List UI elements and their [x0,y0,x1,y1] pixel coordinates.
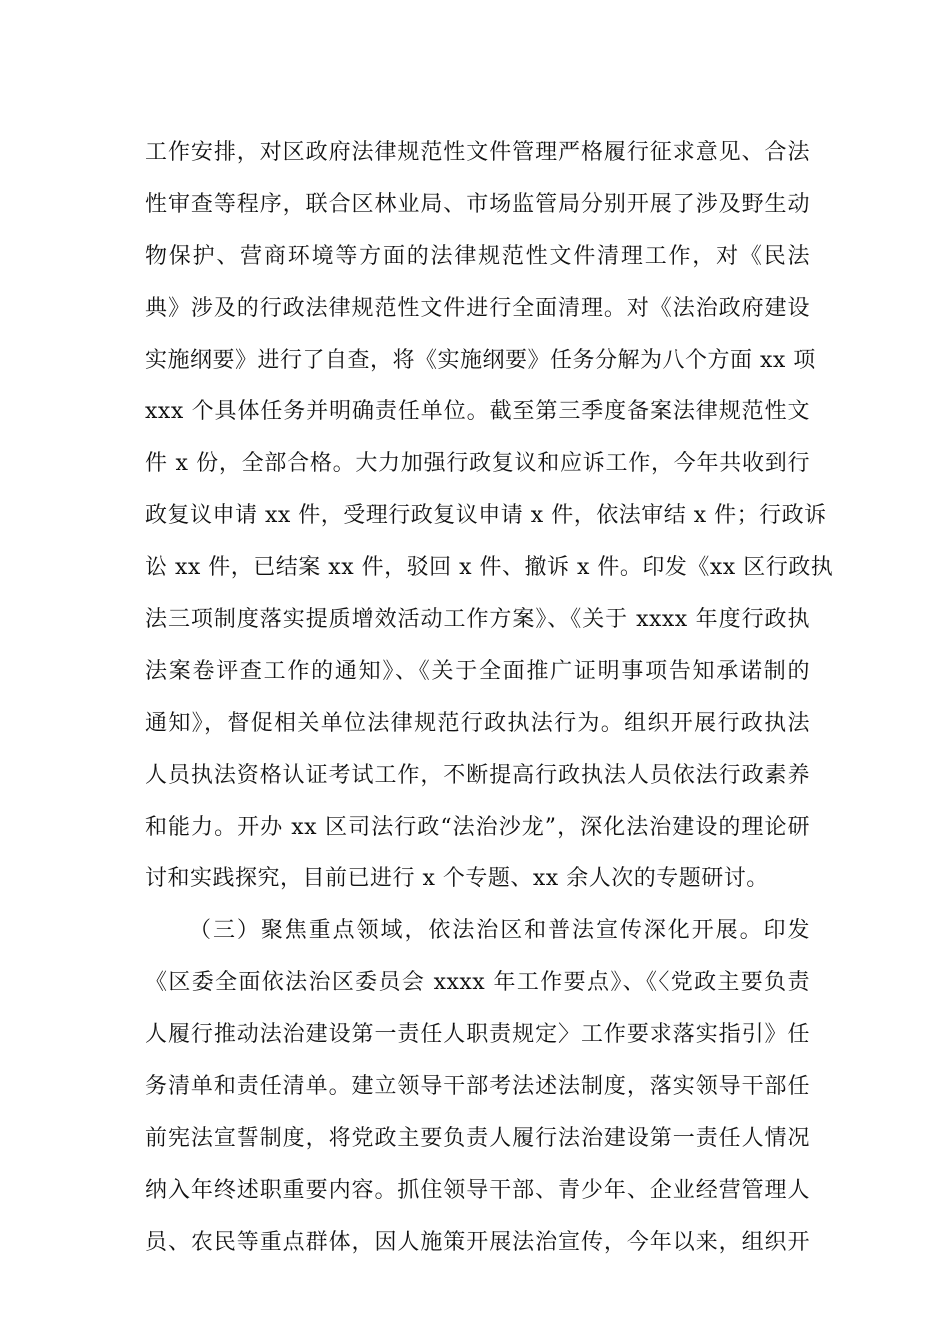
document-body [145,127,834,1269]
paragraph-line: 工作安排，对区政府法律规范性文件管理严格履行征求意见、合法 [145,140,810,165]
paragraph-line: 性审查等程序，联合区林业局、市场监管局分别开展了涉及野生动 [145,191,810,217]
paragraph-line: 件 x 份，全部合格。大力加强行政复议和应诉工作，今年共收到行 [145,451,810,477]
paragraph-line: 典》涉及的行政法律规范性文件进行全面清理。对《法治政府建设 [145,295,810,321]
paragraph-line: 人员执法资格认证考试工作，不断提高行政执法人员依法行政素养 [145,762,810,788]
paragraph-line: 通知》，督促相关单位法律规范行政执法行为。组织开展行政执法 [145,710,810,736]
paragraph-line: 实施纲要》进行了自查，将《实施纲要》任务分解为八个方面 xx 项 [145,347,816,373]
paragraph-line: 纳入年终述职重要内容。抓住领导干部、青少年、企业经营管理人 [145,1177,810,1203]
paragraph-line: 员、农民等重点群体，因人施策开展法治宣传，今年以来，组织开 [145,1229,810,1255]
paragraph-line: 讼 xx 件，已结案 xx 件，驳回 x 件、撤诉 x 件。印发《xx 区行政执 [145,555,834,581]
paragraph-line: 讨和实践探究，目前已进行 x 个专题、xx 余人次的专题研讨。 [145,866,769,892]
paragraph-line: 法三项制度落实提质增效活动工作方案》、《关于 xxxx 年度行政执 [145,607,810,633]
section-heading-line: （三）聚焦重点领域，依法治区和普法宣传深化开展。印发 [189,918,810,944]
paragraph-line: 政复议申请 xx 件，受理行政复议申请 x 件，依法审结 x 件；行政诉 [145,503,827,529]
paragraph-line: 《区委全面依法治区委员会 xxxx 年工作要点》、《〈党政主要负责 [145,970,810,996]
paragraph-line: 和能力。开办 xx 区司法行政“法治沙龙”，深化法治建设的理论研 [145,814,810,840]
paragraph-line: xxx 个具体任务并明确责任单位。截至第三季度备案法律规范性文 [145,399,810,425]
paragraph-1 [145,127,834,905]
paragraph-line: 务清单和责任清单。建立领导干部考法述法制度，落实领导干部任 [145,1074,810,1100]
paragraph-line: 前宪法宣誓制度，将党政主要负责人履行法治建设第一责任人情况 [145,1125,810,1151]
paragraph-line: 物保护、营商环境等方面的法律规范性文件清理工作，对《民法 [145,243,810,269]
paragraph-line: 人履行推动法治建设第一责任人职责规定〉工作要求落实指引》任 [145,1022,810,1048]
paragraph-line: 法案卷评查工作的通知》、《关于全面推广证明事项告知承诺制的 [145,658,810,684]
paragraph-2 [145,905,810,1268]
